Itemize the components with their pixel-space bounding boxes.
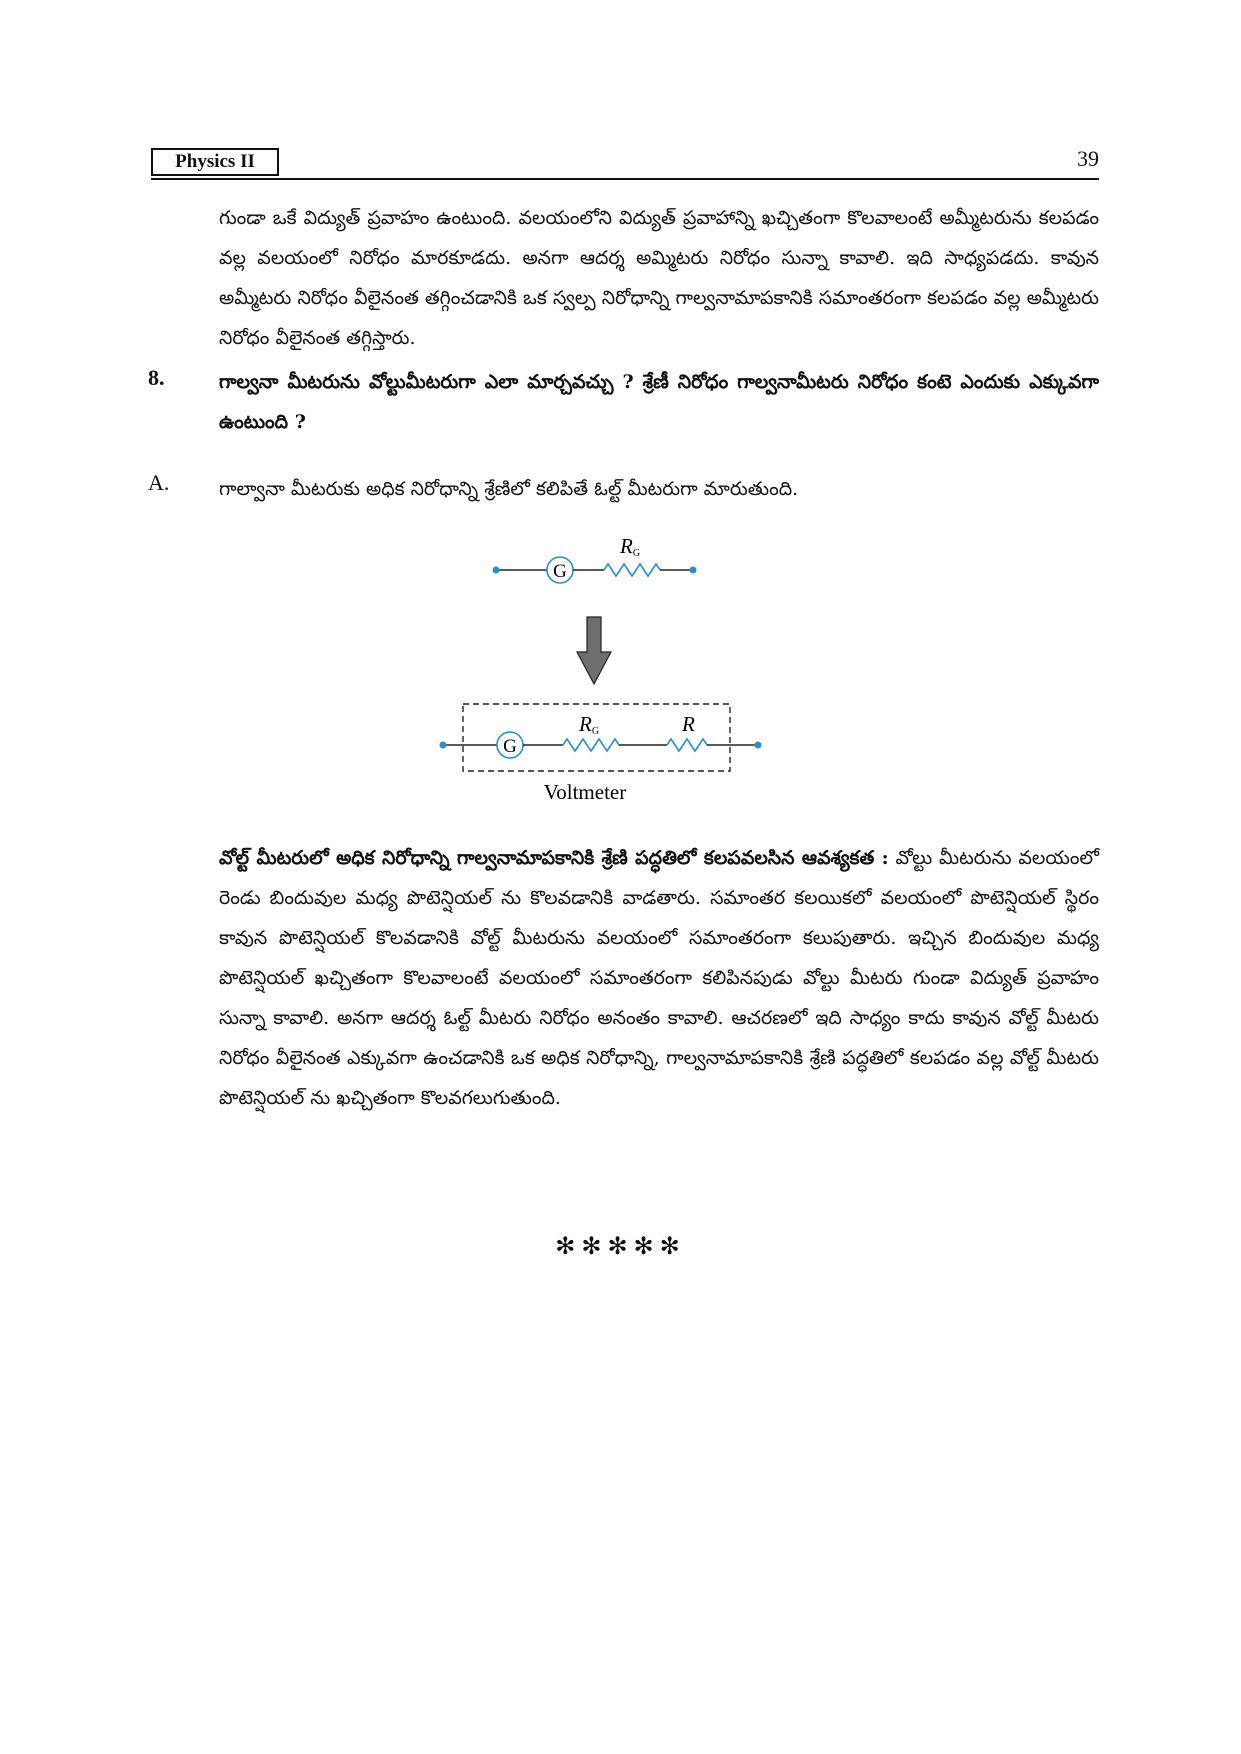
resistor-rg — [604, 564, 660, 576]
galvanometer-letter: G — [553, 561, 567, 582]
terminal-dot — [493, 567, 500, 574]
paragraph-lead: వోల్ట్ మీటరులో అధిక నిరోధాన్ని గాల్వనామాపకానికి శ్రేణి పద్ధతిలో కలపవలసిన ఆవశ్యకత : — [219, 847, 889, 869]
resistor-r — [667, 739, 707, 751]
resistor-rg — [563, 739, 619, 751]
circuit-diagram — [0, 0, 1241, 830]
voltmeter-circuit — [440, 704, 762, 804]
r-label: R — [682, 712, 695, 736]
question-number: 8. — [148, 365, 165, 390]
galvanometer-circuit — [493, 534, 697, 583]
terminal-dot — [690, 567, 697, 574]
rg-label: RG — [620, 534, 641, 559]
subject-label: Physics II — [151, 148, 279, 176]
galvanometer-letter: G — [503, 736, 517, 757]
down-arrow-icon — [577, 617, 611, 684]
rg-label: RG — [579, 712, 600, 737]
terminal-dot — [755, 742, 762, 749]
question-text: గాల్వనా మీటరును వోల్టుమీటరుగా ఎలా మార్చవచ్చు ? శ్రేణీ నిరోధం గాల్వనామీటరు నిరోధం కంటె ఎందుకు ఎక్కువగా ఉంటుంది ? — [219, 371, 1099, 433]
voltmeter-caption: Voltmeter — [543, 780, 627, 804]
answer-label: A. — [148, 470, 170, 495]
paragraph-body: వోల్టు మీటరును వలయంలో రెండు బిందువుల మధ్య పొటెన్షియల్ ను కొలవడానికి వాడతారు. సమాంతర కలయికలో వలయంలో పొటెన్షియల్ స్థిరం కావున పొటెన్షియల్ కొలవడానికి వోల్ట్ మీటరును వలయంలో సమాంతరంగా కలుపుతారు. ఇచ్చిన బిందువుల మధ్య పొటెన్షియల్ ఖచ్చితంగా కొలవాలంటే వలయంలో సమాంతరంగా కలిపినపుడు వోల్టు మీటరు గుండా విద్యుత్ ప్రవాహం సున్నా కావాలి. అనగా ఆదర్శ ఓల్ట్ మీటరు నిరోధం అనంతం కావాలి. ఆచరణలో ఇది సాధ్యం కాదు కావున వోల్ట్ మీటరు నిరోధం వీలైనంత ఎక్కువగా ఉంచడానికి ఒక అధిక నిరోధాన్ని, గాల్వనామాపకానికి శ్రేణి పద్ధతిలో కలపడం వల్ల వోల్ట్ మీటరు పొటెన్షియల్ ను ఖచ్చితంగా కొలవగలుగుతుంది. — [219, 847, 1099, 1109]
paragraph-ammeter: గుండా ఒకే విద్యుత్ ప్రవాహం ఉంటుంది. వలయంలోని విద్యుత్ ప్రవాహాన్ని ఖచ్చితంగా కొలవాలంటే అమ్మీటరును కలపడం వల్ల వలయంలో నిరోధం మారకూడదు. అనగా ఆదర్శ అమ్మిటరు నిరోధం సున్నా కావాలి. ఇది సాధ్యపడదు. కావున అమ్మీటరు నిరోధం వీలైనంత తగ్గించడానికి ఒక స్వల్ప నిరోధాన్ని గాల్వనామాపకానికి సమాంతరంగా కలపడం వల్ల అమ్మీటరు నిరోధం వీలైనంత తగ్గిస్తారు. — [219, 207, 1099, 349]
page-number: 39 — [1077, 146, 1099, 171]
paragraph-voltmeter — [219, 838, 1099, 1118]
end-mark: ✻✻✻✻✻ — [555, 1232, 686, 1260]
terminal-dot — [440, 742, 447, 749]
answer-text: గాల్వానా మీటరుకు అధిక నిరోధాన్ని శ్రేణిలో కలిపితే ఓల్ట్ మీటరుగా మారుతుంది. — [219, 478, 799, 500]
